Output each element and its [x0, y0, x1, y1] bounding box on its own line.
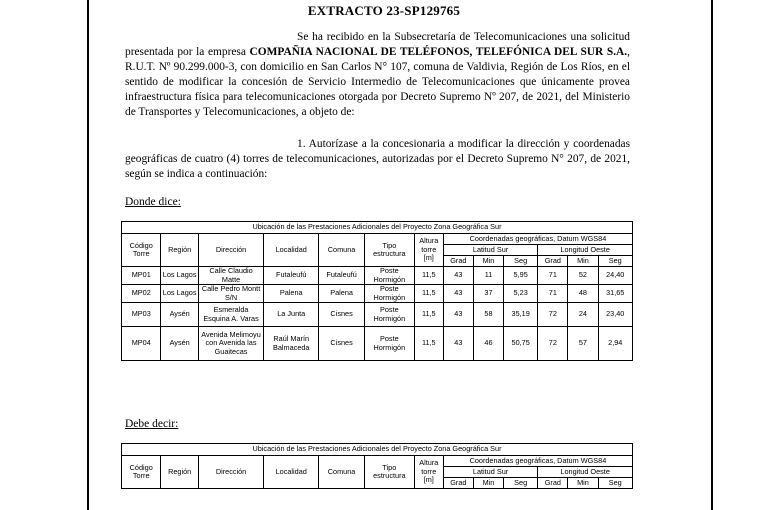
- cell-comuna: Futaleufú: [319, 267, 365, 285]
- header-lon-seg: Seg: [598, 478, 633, 489]
- header-lat-min: Min: [473, 478, 503, 489]
- header-longitud: Longitud Oeste: [538, 467, 633, 478]
- table-donde-dice: [121, 221, 633, 361]
- header-coords: Coordenadas geográficas, Datum WGS84: [443, 234, 632, 245]
- cell-lat-min: 58: [473, 303, 503, 327]
- header-lat-seg: Seg: [504, 478, 538, 489]
- cell-lat-grad: 43: [443, 303, 473, 327]
- header-lon-seg: Seg: [598, 256, 633, 267]
- header-comuna: Comuna: [319, 456, 365, 489]
- header-coords: Coordenadas geográficas, Datum WGS84: [443, 456, 632, 467]
- intro-text-2: , R.U.T. Nº 90.299.000-3, con domicilio en San Carlos N° 107, comuna de Valdivia, Región de Los Ríos, en el sentido de modificar la concesión de Servicio Intermedio de Telecomunicaciones que únicamente provea infraestructura física para telecomunicaciones otorgada por Decreto Supremo Nº 207, de 2021, del Ministerio de Transportes y Telecomunicaciones, a objeto de:: [125, 46, 630, 118]
- header-lat-grad: Grad: [443, 256, 473, 267]
- cell-codigo: MP04: [122, 327, 161, 361]
- header-lon-min: Min: [568, 256, 598, 267]
- cell-comuna: Palena: [319, 285, 365, 303]
- cell-codigo: MP02: [122, 285, 161, 303]
- cell-region: Aysén: [161, 303, 198, 327]
- table-caption: Ubicación de las Prestaciones Adicionales del Proyecto Zona Geográfica Sur: [122, 222, 633, 234]
- cell-lat-grad: 43: [443, 327, 473, 361]
- cell-region: Los Lagos: [161, 267, 198, 285]
- header-tipo: Tipo estructura: [364, 234, 414, 267]
- cell-comuna: Cisnes: [319, 327, 365, 361]
- cell-lat-seg: 5,95: [504, 267, 538, 285]
- header-latitud: Latitud Sur: [443, 245, 537, 256]
- cell-comuna: Cisnes: [319, 303, 365, 327]
- cell-tipo: Poste Hormigón: [364, 303, 414, 327]
- header-comuna: Comuna: [319, 234, 365, 267]
- cell-lon-min: 24: [568, 303, 598, 327]
- cell-lon-min: 52: [568, 267, 598, 285]
- header-lat-seg: Seg: [504, 256, 538, 267]
- cell-lon-grad: 72: [538, 303, 568, 327]
- cell-lat-min: 46: [473, 327, 503, 361]
- cell-lon-min: 57: [568, 327, 598, 361]
- cell-lon-seg: 31,65: [598, 285, 633, 303]
- cell-lat-seg: 50,75: [504, 327, 538, 361]
- cell-lon-min: 48: [568, 285, 598, 303]
- header-altura: Altura torre [m]: [414, 456, 443, 489]
- table-caption: Ubicación de las Prestaciones Adicionales del Proyecto Zona Geográfica Sur: [122, 444, 633, 456]
- cell-region: Los Lagos: [161, 285, 198, 303]
- header-direccion: Dirección: [198, 456, 263, 489]
- cell-lat-grad: 43: [443, 285, 473, 303]
- header-longitud: Longitud Oeste: [538, 245, 633, 256]
- cell-lat-grad: 43: [443, 267, 473, 285]
- cell-region: Aysén: [161, 327, 198, 361]
- cell-altura: 11,5: [414, 303, 443, 327]
- header-lon-min: Min: [568, 478, 598, 489]
- cell-lat-min: 37: [473, 285, 503, 303]
- cell-lat-seg: 35,19: [504, 303, 538, 327]
- cell-altura: 11,5: [414, 285, 443, 303]
- table-row: [122, 327, 633, 361]
- header-lon-grad: Grad: [538, 478, 568, 489]
- header-tipo: Tipo estructura: [364, 456, 414, 489]
- cell-lon-grad: 71: [538, 285, 568, 303]
- cell-localidad: Palena: [264, 285, 319, 303]
- cell-tipo: Poste Hormigón: [364, 285, 414, 303]
- cell-codigo: MP01: [122, 267, 161, 285]
- header-lat-min: Min: [473, 256, 503, 267]
- header-codigo: Código Torre: [122, 456, 161, 489]
- cell-localidad: Raúl Marín Balmaceda: [264, 327, 319, 361]
- header-lon-grad: Grad: [538, 256, 568, 267]
- cell-lat-min: 11: [473, 267, 503, 285]
- cell-direccion: Calle Claudio Matte: [198, 267, 263, 285]
- document-title: EXTRACTO 23-SP129765: [307, 3, 461, 18]
- header-localidad: Localidad: [264, 456, 319, 489]
- cell-tipo: Poste Hormigón: [364, 267, 414, 285]
- table-debe-decir: [121, 443, 633, 489]
- company-name: COMPAÑIA NACIONAL DE TELÉFONOS, TELEFÓNICA DEL SUR S.A.: [249, 46, 628, 58]
- cell-lon-seg: 24,40: [598, 267, 633, 285]
- page-border-right: [711, 0, 713, 510]
- authorization-paragraph: 1. Autorízase a la concesionaria a modificar la dirección y coordenadas geográficas de cuatro (4) torres de telecomunicaciones, autorizadas por el Decreto Supremo N° 207, de 2021, según se indica a continuación:: [125, 138, 630, 180]
- section-debe-decir: Debe decir:: [125, 418, 179, 430]
- header-codigo: Código Torre: [122, 234, 161, 267]
- intro-text-1: Se ha recibido en la Subsecretaría de Telecomunicaciones una solicitud presentada por la empresa: [125, 31, 630, 58]
- page-border-left: [87, 0, 89, 510]
- table-row: [122, 267, 633, 285]
- cell-localidad: Futaleufú: [264, 267, 319, 285]
- cell-altura: 11,5: [414, 327, 443, 361]
- header-lat-grad: Grad: [443, 478, 473, 489]
- cell-lon-grad: 72: [538, 327, 568, 361]
- cell-tipo: Poste Hormigón: [364, 327, 414, 361]
- header-region: Región: [161, 456, 198, 489]
- table-row: [122, 285, 633, 303]
- cell-lon-grad: 71: [538, 267, 568, 285]
- header-region: Región: [161, 234, 198, 267]
- cell-lat-seg: 5,23: [504, 285, 538, 303]
- cell-direccion: Calle Pedro Montt S/N: [198, 285, 263, 303]
- header-altura: Altura torre [m]: [414, 234, 443, 267]
- cell-codigo: MP03: [122, 303, 161, 327]
- section-donde-dice: Donde dice:: [125, 196, 181, 208]
- cell-direccion: Avenida Melimoyu con Avenida las Guaitecas: [198, 327, 263, 361]
- header-latitud: Latitud Sur: [443, 467, 537, 478]
- cell-altura: 11,5: [414, 267, 443, 285]
- header-direccion: Dirección: [198, 234, 263, 267]
- intro-paragraph: [125, 30, 630, 120]
- cell-lon-seg: 2,94: [598, 327, 633, 361]
- cell-direccion: Esmeralda Esquina A. Varas: [198, 303, 263, 327]
- cell-localidad: La Junta: [264, 303, 319, 327]
- table-row: [122, 303, 633, 327]
- header-localidad: Localidad: [264, 234, 319, 267]
- cell-lon-seg: 23,40: [598, 303, 633, 327]
